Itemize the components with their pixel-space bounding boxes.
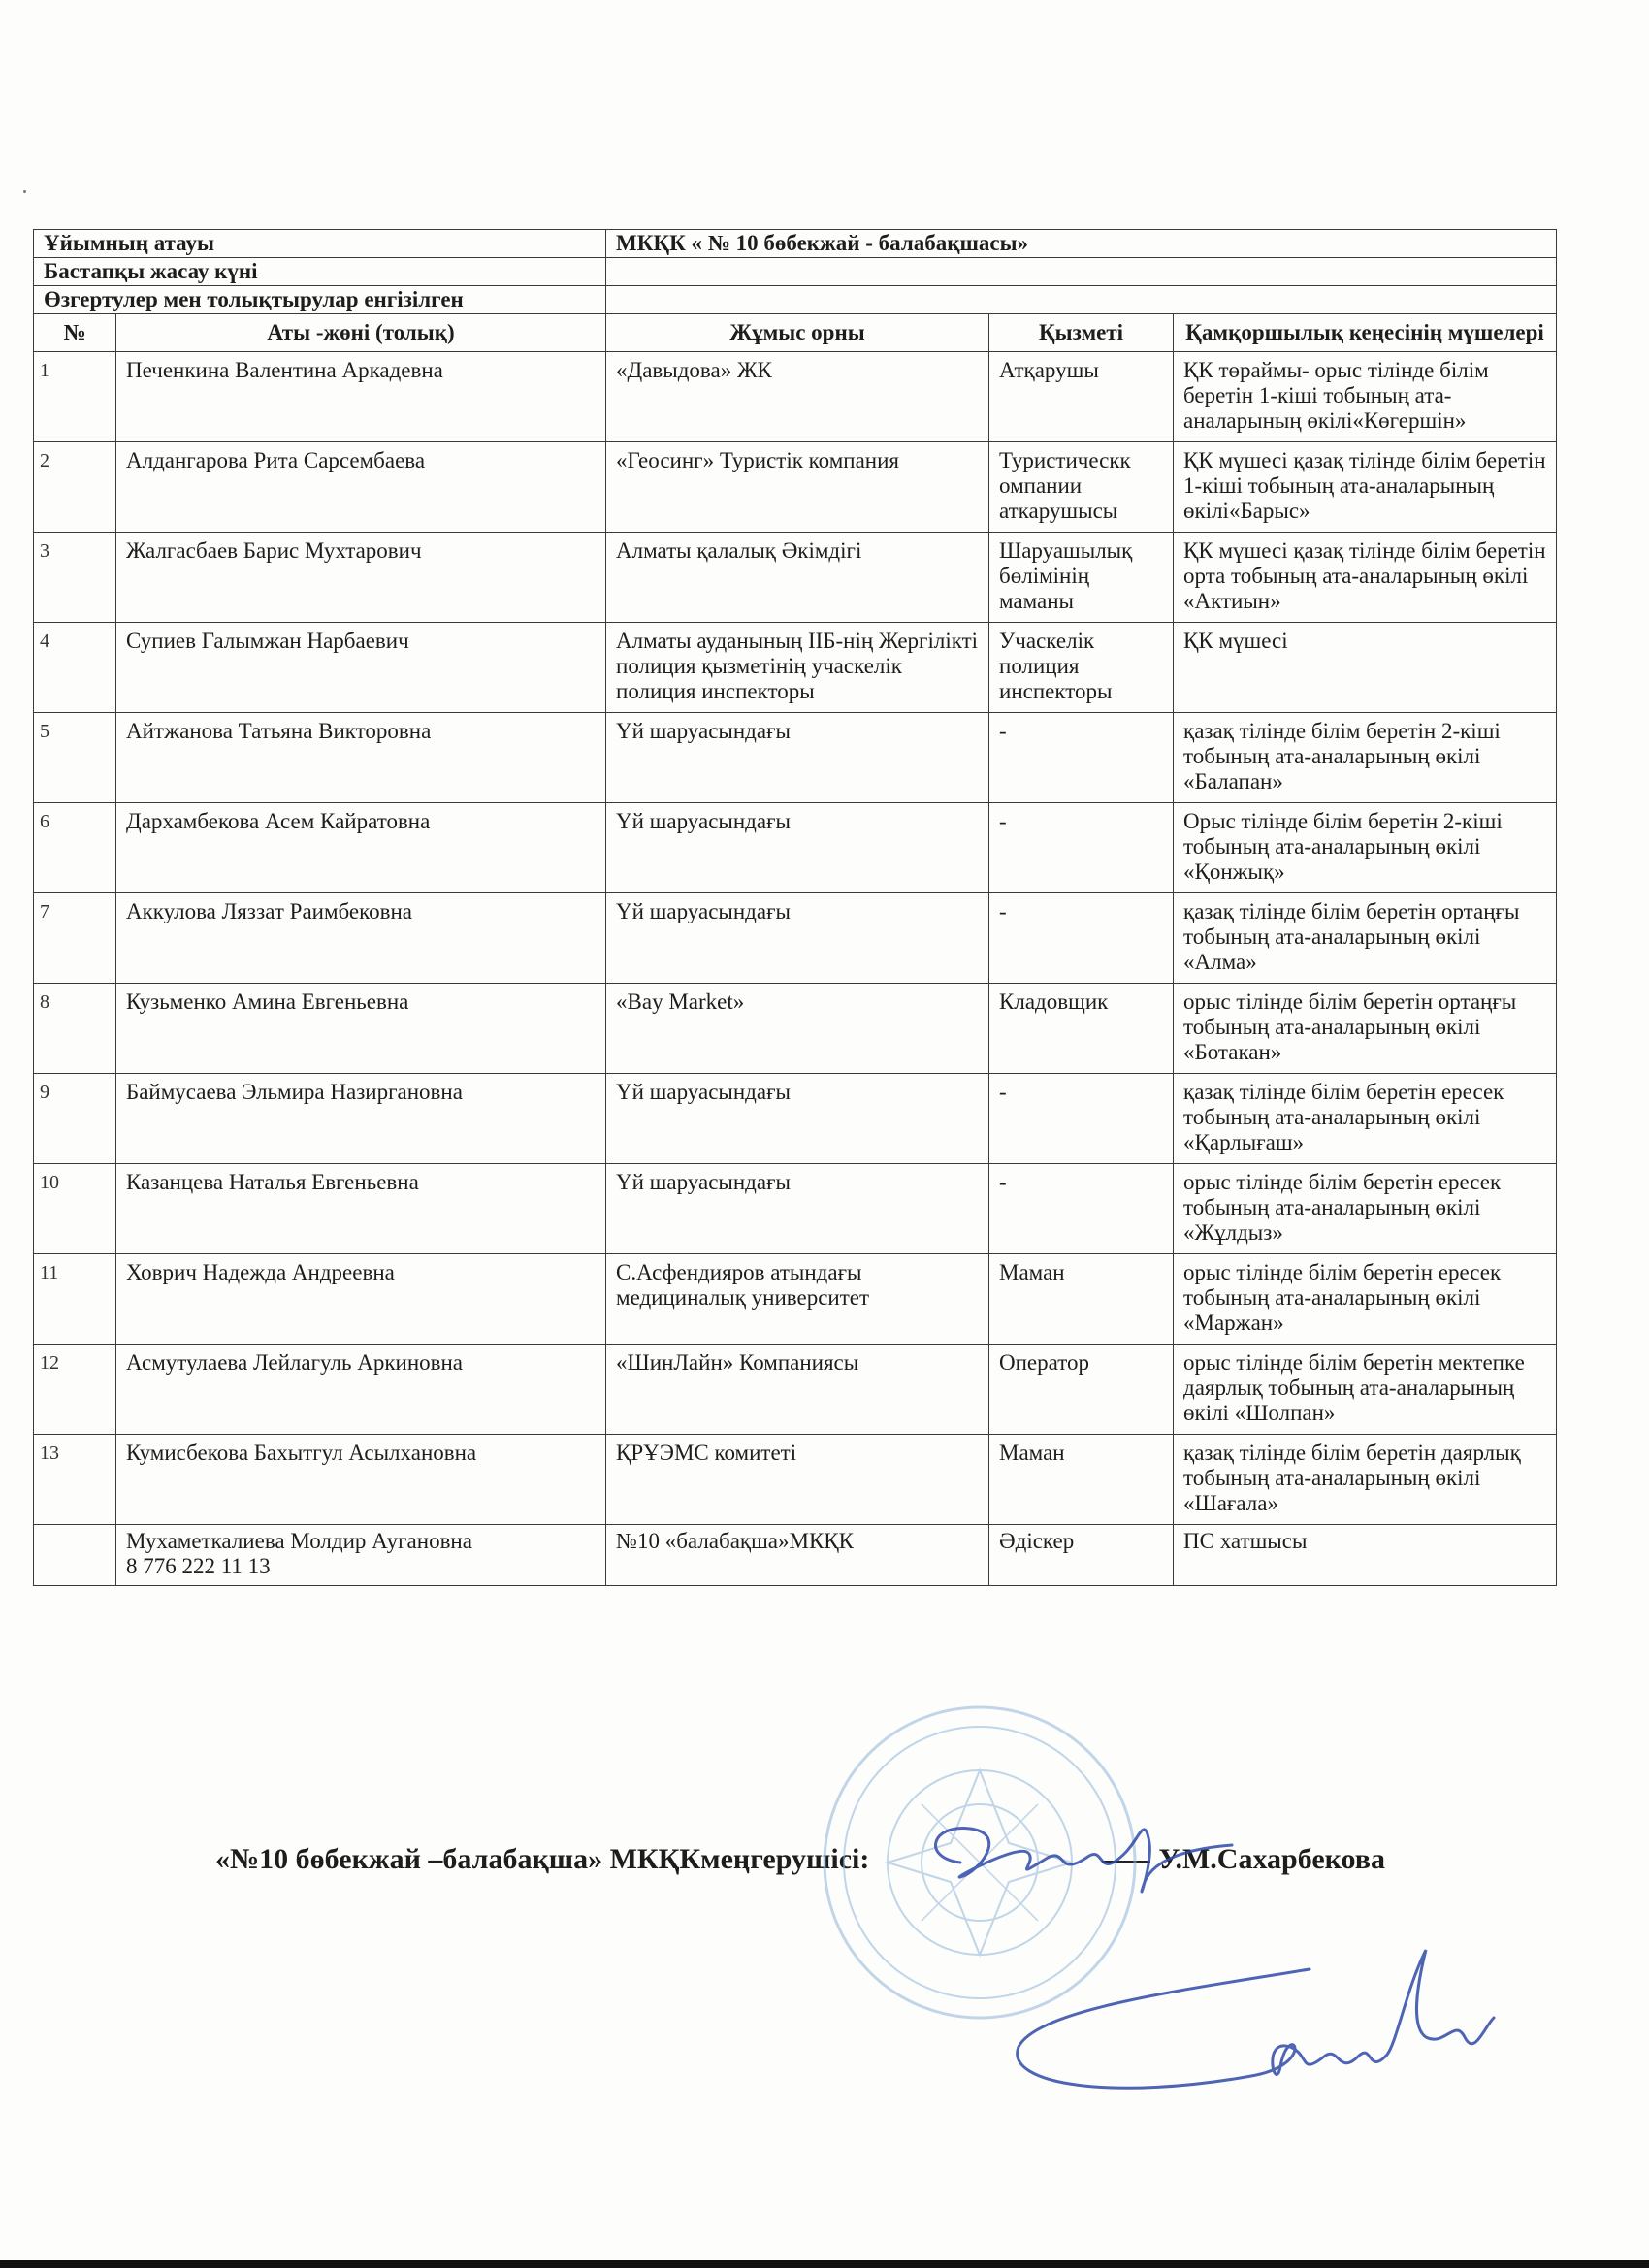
- row-work: «ШинЛайн» Компаниясы: [606, 1345, 989, 1435]
- row-board: ҚК мүшесі қазақ тілінде білім беретін орта тобының ата-аналарының өкілі «Актиын»: [1174, 533, 1557, 623]
- secretary-position: Әдіскер: [989, 1525, 1174, 1586]
- row-num: 8: [34, 984, 116, 1074]
- row-name: Айтжанова Татьяна Викторовна: [116, 713, 606, 803]
- scan-edge: [0, 2260, 1649, 2268]
- table-row: [34, 803, 1557, 893]
- row-num: 3: [34, 533, 116, 623]
- row-position: -: [989, 1074, 1174, 1164]
- row-position: Кладовщик: [989, 984, 1174, 1074]
- table-row: [34, 893, 1557, 984]
- row-name: Аккулова Ляззат Раимбековна: [116, 893, 606, 984]
- row-num: 2: [34, 442, 116, 533]
- changes-label: Өзгертулер мен толықтырулар енгізілген: [34, 286, 606, 314]
- org-name-label: Ұйымның атауы: [34, 230, 606, 258]
- row-position: -: [989, 893, 1174, 984]
- changes-row: [34, 286, 1557, 314]
- row-work: Үй шаруасындағы: [606, 713, 989, 803]
- director-signature: [902, 1804, 1251, 1921]
- scan-speck: [23, 190, 26, 193]
- start-date-label: Бастапқы жасау күні: [34, 258, 606, 286]
- row-name: Печенкина Валентина Аркадевна: [116, 352, 606, 442]
- row-board: қазақ тілінде білім беретін даярлық тобының ата-аналарының өкілі «Шағала»: [1174, 1435, 1557, 1525]
- row-num: 5: [34, 713, 116, 803]
- col-work-header: Жұмыс орны: [606, 314, 989, 352]
- row-board: қазақ тілінде білім беретін 2-кіші тобының ата-аналарының өкілі «Балапан»: [1174, 713, 1557, 803]
- row-num: 13: [34, 1435, 116, 1525]
- row-name: Казанцева Наталья Евгеньевна: [116, 1164, 606, 1254]
- start-date-value: [606, 258, 1557, 286]
- secretary-board: ПС хатшысы: [1174, 1525, 1557, 1586]
- row-work: С.Асфендияров атындағы медициналық университет: [606, 1254, 989, 1345]
- row-board: орыс тілінде білім беретін ересек тобының ата-аналарының өкілі «Жұлдыз»: [1174, 1164, 1557, 1254]
- director-name: У.М.Сахарбекова: [1158, 1843, 1386, 1875]
- secretary-num: [34, 1525, 116, 1586]
- secretary-name: Мухаметкалиева Молдир Аугановна: [126, 1529, 472, 1553]
- row-num: 6: [34, 803, 116, 893]
- row-num: 1: [34, 352, 116, 442]
- col-name-header: Аты -жөні (толық): [116, 314, 606, 352]
- secretary-row: [34, 1525, 1557, 1586]
- secondary-signature: [999, 1930, 1504, 2124]
- row-position: -: [989, 713, 1174, 803]
- row-work: Алматы ауданының ІІБ-нің Жергілікті полиция қызметінің учаскелік полиция инспекторы: [606, 623, 989, 713]
- table-row: [34, 442, 1557, 533]
- table-row: [34, 623, 1557, 713]
- row-board: ҚК мүшесі: [1174, 623, 1557, 713]
- row-position: Маман: [989, 1254, 1174, 1345]
- row-board: орыс тілінде білім беретін мектепке даярлық тобының ата-аналарының өкілі «Шолпан»: [1174, 1345, 1557, 1435]
- table-row: [34, 1164, 1557, 1254]
- row-name: Алдангарова Рита Сарсембаева: [116, 442, 606, 533]
- trustee-board-table: [33, 229, 1557, 1586]
- table-row: [34, 984, 1557, 1074]
- row-num: 11: [34, 1254, 116, 1345]
- table-row: [34, 1345, 1557, 1435]
- table-row: [34, 713, 1557, 803]
- row-position: Шаруашылық бөлімінің маманы: [989, 533, 1174, 623]
- row-name: Баймусаева Эльмира Назиргановна: [116, 1074, 606, 1164]
- row-board: ҚК мүшесі қазақ тілінде білім беретін 1-кіші тобының ата-аналарының өкілі«Барыс»: [1174, 442, 1557, 533]
- row-name: Ховрич Надежда Андреевна: [116, 1254, 606, 1345]
- col-position-header: Қызметі: [989, 314, 1174, 352]
- row-work: «Bay Market»: [606, 984, 989, 1074]
- secretary-phone: 8 776 222 11 13: [126, 1554, 271, 1578]
- row-work: Үй шаруасындағы: [606, 803, 989, 893]
- row-position: Туристическк омпании аткарушысы: [989, 442, 1174, 533]
- row-num: 10: [34, 1164, 116, 1254]
- row-num: 4: [34, 623, 116, 713]
- row-name: Кумисбекова Бахытгул Асылхановна: [116, 1435, 606, 1525]
- row-num: 9: [34, 1074, 116, 1164]
- row-work: «Геосинг» Туристік компания: [606, 442, 989, 533]
- table-row: [34, 533, 1557, 623]
- row-position: -: [989, 803, 1174, 893]
- column-header-row: [34, 314, 1557, 352]
- row-name: Дархамбекова Асем Кайратовна: [116, 803, 606, 893]
- table-row: [34, 1435, 1557, 1525]
- row-board: ҚК төраймы- орыс тілінде білім беретін 1-кіші тобының ата-аналарының өкілі«Көгершін»: [1174, 352, 1557, 442]
- start-date-row: [34, 258, 1557, 286]
- col-num-header: №: [34, 314, 116, 352]
- row-board: орыс тілінде білім беретін ересек тобының ата-аналарының өкілі «Маржан»: [1174, 1254, 1557, 1345]
- row-work: Үй шаруасындағы: [606, 893, 989, 984]
- row-name: Кузьменко Амина Евгеньевна: [116, 984, 606, 1074]
- secretary-work: №10 «балабақша»МКҚК: [606, 1525, 989, 1586]
- row-work: ҚРҰЭМС комитеті: [606, 1435, 989, 1525]
- row-board: қазақ тілінде білім беретін ересек тобының ата-аналарының өкілі «Қарлығаш»: [1174, 1074, 1557, 1164]
- col-board-header: Қамқоршылық кеңесінің мүшелері: [1174, 314, 1557, 352]
- footer-title: «№10 бөбекжай –балабақша» МКҚКмеңгерушісі:: [215, 1843, 870, 1875]
- changes-value: [606, 286, 1557, 314]
- row-work: «Давыдова» ЖК: [606, 352, 989, 442]
- table-row: [34, 1254, 1557, 1345]
- row-position: Оператор: [989, 1345, 1174, 1435]
- org-name-row: [34, 230, 1557, 258]
- row-name: Асмутулаева Лейлагуль Аркиновна: [116, 1345, 606, 1435]
- table-row: [34, 352, 1557, 442]
- row-num: 7: [34, 893, 116, 984]
- table-row: [34, 1074, 1557, 1164]
- row-name: Супиев Галымжан Нарбаевич: [116, 623, 606, 713]
- row-work: Үй шаруасындағы: [606, 1164, 989, 1254]
- row-board: орыс тілінде білім беретін ортаңғы тобының ата-аналарының өкілі «Ботакан»: [1174, 984, 1557, 1074]
- secretary-name-cell: [116, 1525, 606, 1586]
- row-work: Үй шаруасындағы: [606, 1074, 989, 1164]
- row-board: қазақ тілінде білім беретін ортаңғы тобының ата-аналарының өкілі «Алма»: [1174, 893, 1557, 984]
- row-num: 12: [34, 1345, 116, 1435]
- row-position: Маман: [989, 1435, 1174, 1525]
- row-position: -: [989, 1164, 1174, 1254]
- row-work: Алматы қалалық Әкімдігі: [606, 533, 989, 623]
- row-board: Орыс тілінде білім беретін 2-кіші тобының ата-аналарының өкілі «Қонжық»: [1174, 803, 1557, 893]
- row-position: Атқарушы: [989, 352, 1174, 442]
- row-name: Жалгасбаев Барис Мухтарович: [116, 533, 606, 623]
- org-name-value: МКҚК « № 10 бөбекжай - балабақшасы»: [606, 230, 1557, 258]
- row-position: Учаскелік полиция инспекторы: [989, 623, 1174, 713]
